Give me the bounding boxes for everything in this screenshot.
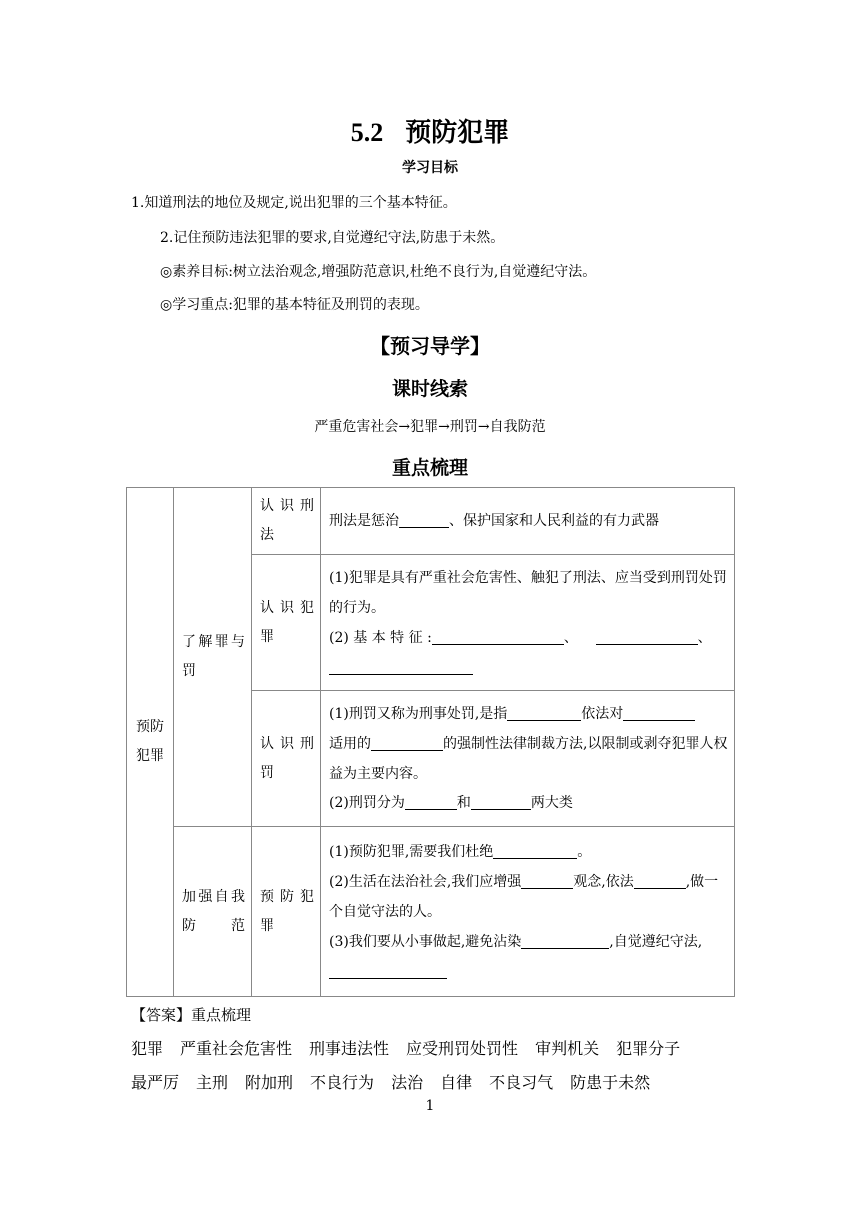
goal-item: 1.知道刑法的地位及规定,说出犯罪的三个基本特征。: [131, 195, 457, 211]
answer-item: 刑事违法性: [309, 1039, 390, 1058]
group-cell: 加强自我防范: [174, 827, 252, 997]
row-label: 认识刑法: [252, 488, 321, 555]
answer-item: 最严厉: [131, 1073, 180, 1092]
clue-text: 严重危害社会→犯罪→刑罚→自我防范: [314, 419, 546, 435]
goals-heading: 学习目标: [402, 160, 458, 176]
outline-table: [126, 487, 735, 997]
outline-heading: 重点梳理: [391, 457, 468, 479]
goal-item: ◎学习重点:犯罪的基本特征及刑罚的表现。: [160, 297, 429, 313]
answer-item: 附加刑: [245, 1073, 294, 1092]
answer-item: 犯罪分子: [616, 1039, 681, 1058]
page-number: 1: [425, 1098, 435, 1114]
row-content: (1)预防犯罪,需要我们杜绝 。 (2)生活在法治社会,我们应增强 观念,依法 ,做一个自觉守法的人。 (3)我们要从小事做起,避免沾染 ,自觉遵纪守法,: [321, 827, 735, 997]
goal-item: ◎素养目标:树立法治观念,增强防范意识,杜绝不良行为,自觉遵纪守法。: [160, 264, 597, 280]
answer-line: [131, 1070, 667, 1093]
answer-blank: [432, 628, 564, 645]
answer-blank: [399, 511, 449, 528]
answer-blank: [521, 872, 573, 889]
answer-item: 法治: [391, 1073, 424, 1092]
answer-blank: [521, 932, 609, 949]
answer-item: 自律: [440, 1073, 473, 1092]
row-content: (1)犯罪是具有严重社会危害性、触犯了刑法、应当受到刑罚处罚的行为。 (2) 基 本 特 征 : 、 、: [321, 555, 735, 691]
topic-cell: 预防犯罪: [127, 488, 174, 997]
preview-heading: 【预习导学】: [370, 334, 490, 358]
answer-blank: [634, 872, 686, 889]
row-label: 预防犯罪: [252, 827, 321, 997]
answer-blank: [507, 704, 581, 721]
answer-blank: [493, 842, 577, 859]
page-title: 5.2 预防犯罪: [350, 118, 510, 148]
answer-blank: [329, 962, 447, 979]
answer-item: 审判机关: [535, 1039, 600, 1058]
clue-heading: 课时线索: [391, 378, 468, 400]
group-cell: 了解罪与罚: [174, 488, 252, 827]
answer-blank: [623, 704, 695, 721]
row-content: (1)刑罚又称为刑事处罚,是指 依法对 适用的 的强制性法律制裁方法,以限制或剥夺犯罪人权益为主要内容。 (2)刑罚分为 和 两大类: [321, 691, 735, 827]
row-content: 刑法是惩治 、保护国家和人民利益的有力武器: [321, 488, 735, 555]
answer-item: 主刑: [196, 1073, 229, 1092]
answer-blank: [596, 628, 698, 645]
answer-item: 犯罪: [131, 1039, 164, 1058]
answer-blank: [405, 793, 457, 810]
answer-item: 不良习气: [489, 1073, 554, 1092]
answer-item: 应受刑罚处罚性: [406, 1039, 519, 1058]
goal-item: 2.记住预防违法犯罪的要求,自觉遵纪守法,防患于未然。: [160, 230, 505, 246]
answer-item: 严重社会危害性: [180, 1039, 293, 1058]
answer-item: 不良行为: [310, 1073, 375, 1092]
answer-blank: [371, 734, 443, 751]
answer-line: [131, 1036, 697, 1059]
answer-item: 防患于未然: [570, 1073, 651, 1092]
answer-blank: [471, 793, 531, 810]
row-label: 认识犯罪: [252, 555, 321, 691]
answer-blank: [329, 658, 473, 675]
row-label: 认识刑罚: [252, 691, 321, 827]
answer-heading: 【答案】重点梳理: [131, 1006, 252, 1024]
